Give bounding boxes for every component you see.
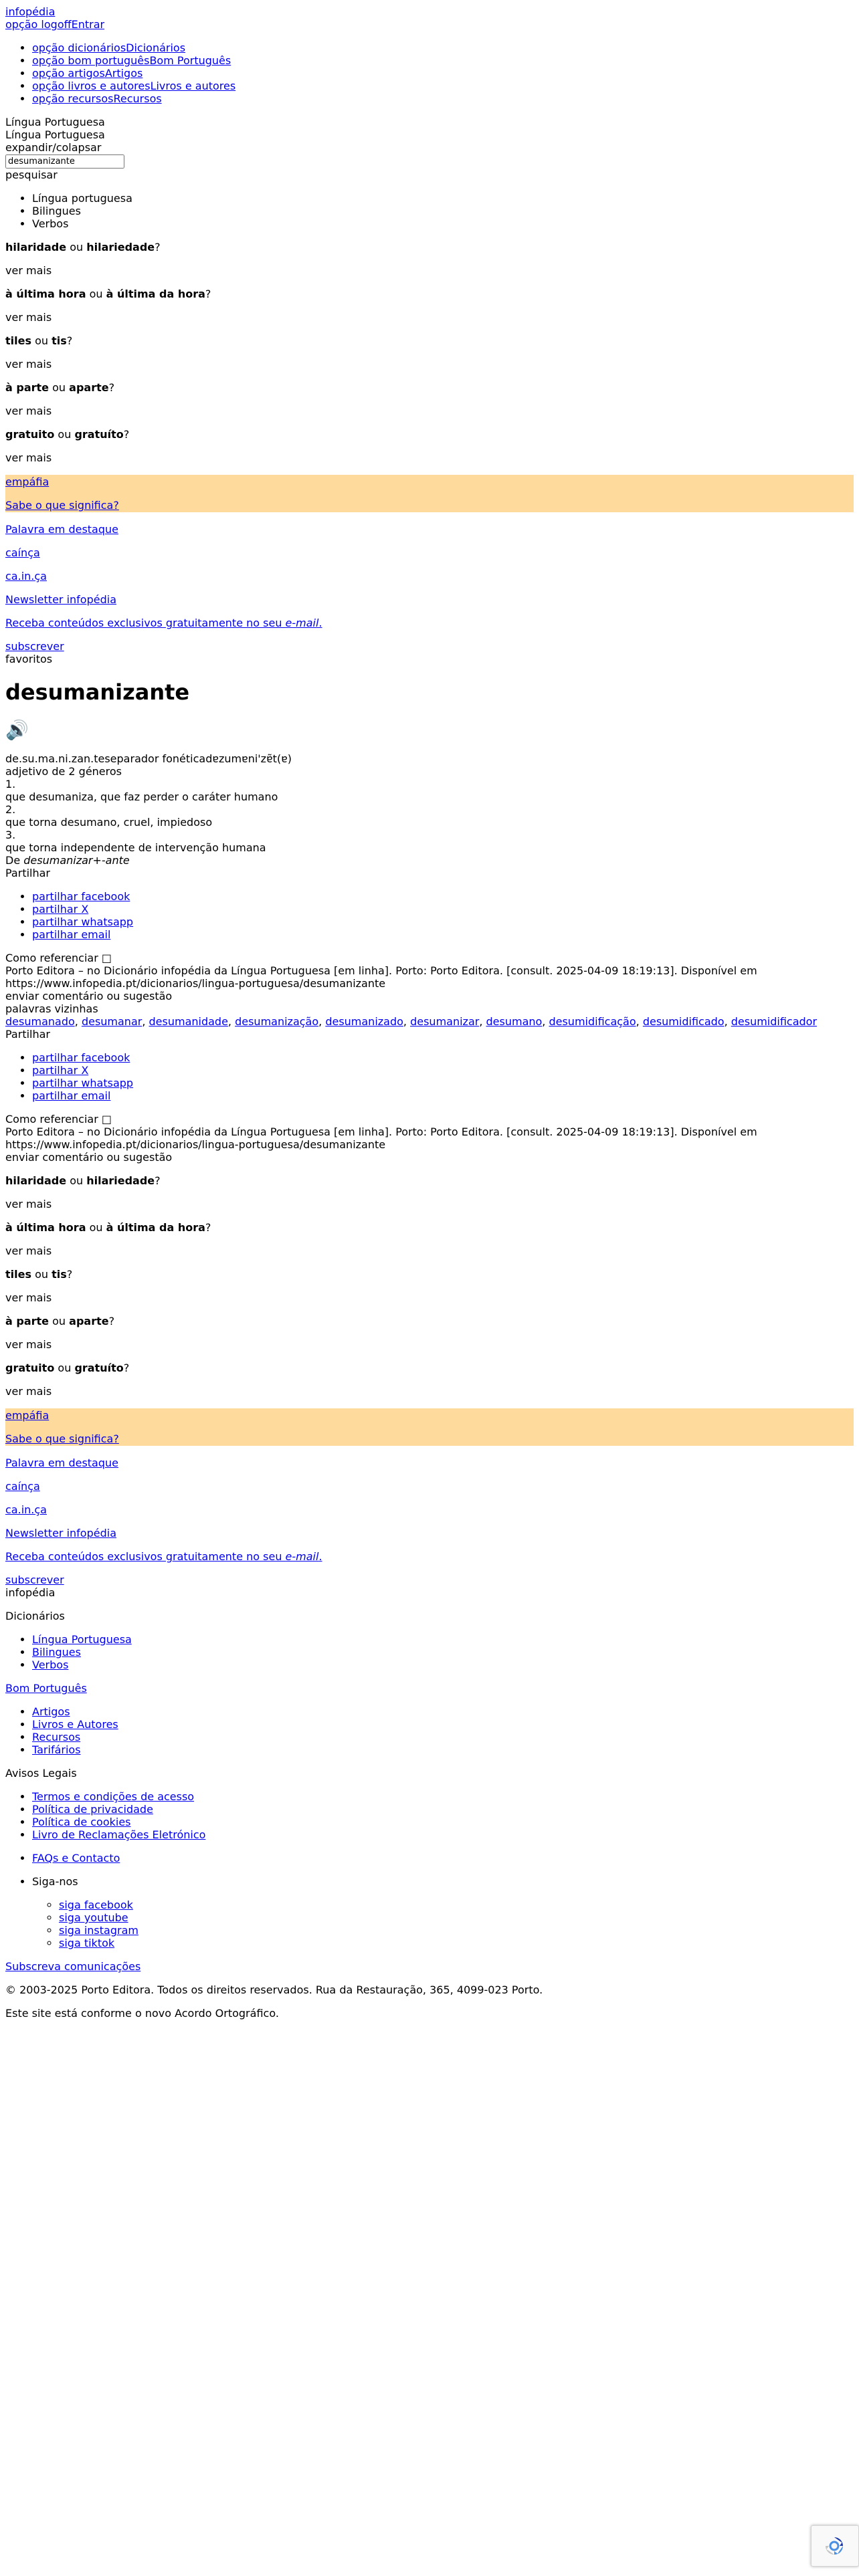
etymology: De desumanizar+-ante xyxy=(5,854,130,867)
see-more-link[interactable]: ver mais xyxy=(5,1385,52,1398)
cite-label[interactable]: Como referenciar □ xyxy=(5,952,112,964)
cite-label[interactable]: Como referenciar □ xyxy=(5,1113,112,1125)
nav-link-recursos[interactable] xyxy=(32,92,162,105)
doubt-question: hilaridade ou hilariedade? xyxy=(5,241,161,253)
see-more-link[interactable]: ver mais xyxy=(5,451,52,464)
footer-link[interactable]: Língua Portuguesa xyxy=(32,1633,132,1646)
copyright: © 2003-2025 Porto Editora. Todos os direitos reservados. Rua da Restauração, 365, 4099-023 Porto. xyxy=(5,1983,543,1996)
nav-item-artigos xyxy=(32,67,854,80)
footer-link[interactable]: Livros e Autores xyxy=(32,1718,118,1731)
footer-link[interactable]: Verbos xyxy=(32,1658,69,1671)
nav-item-livros xyxy=(32,80,854,92)
newsletter-title[interactable]: Newsletter infopédia xyxy=(5,1527,116,1539)
recaptcha-icon xyxy=(824,2535,845,2557)
share-item xyxy=(32,916,854,928)
nav-label: Bom Português xyxy=(149,54,231,67)
footer-item xyxy=(32,1718,854,1731)
instagram-icon[interactable]: siga instagram xyxy=(59,1924,138,1937)
syllabification: de.su.ma.ni.zan.te xyxy=(5,752,105,765)
nav-item-bom-portugues xyxy=(32,54,854,67)
phonetic-transcription: dɐzumɐni'zɐ̃t(ɐ) xyxy=(205,752,292,765)
nav-link-bom-portugues[interactable] xyxy=(32,54,231,67)
featured-word2-link[interactable]: caínça xyxy=(5,546,40,559)
see-more-link[interactable]: ver mais xyxy=(5,1245,52,1257)
share-item xyxy=(32,890,854,903)
neighbor-word[interactable]: desumanado xyxy=(5,1015,75,1028)
nav-link-livros[interactable] xyxy=(32,80,235,92)
footer-item xyxy=(32,1852,854,1864)
footer-more-links xyxy=(5,1705,854,1756)
logoff-icon: opção logoff xyxy=(5,18,72,31)
email-share-icon[interactable]: partilhar email xyxy=(32,928,111,941)
expand-collapse-icon[interactable]: expandir/colapsar xyxy=(5,141,102,154)
doubt-question: gratuito ou gratuíto? xyxy=(5,428,130,441)
share-item xyxy=(32,928,854,941)
search-icon[interactable]: pesquisar xyxy=(5,169,58,181)
neighbor-word[interactable]: desumanar xyxy=(81,1015,142,1028)
neighbor-word[interactable]: desumanidade xyxy=(149,1015,228,1028)
x-share-icon[interactable]: partilhar X xyxy=(32,903,89,916)
doubt-question: à última hora ou à última da hora? xyxy=(5,1221,211,1234)
selected-dictionary[interactable]: Língua Portuguesa xyxy=(5,116,105,128)
footer-legal-links xyxy=(5,1790,854,1841)
nav-label: Livros e autores xyxy=(150,80,236,92)
facebook-share-icon[interactable]: partilhar facebook xyxy=(32,890,130,903)
neighbors-label: palavras vizinhas xyxy=(5,1002,98,1015)
footer-link[interactable]: Bilingues xyxy=(32,1646,81,1658)
logo-link[interactable] xyxy=(5,5,854,18)
featured-section-link[interactable]: Palavra em destaque xyxy=(5,523,118,536)
doubt-question: à parte ou aparte? xyxy=(5,381,115,394)
social-item xyxy=(59,1937,854,1949)
copy-icon[interactable]: □ xyxy=(101,952,112,964)
social-item xyxy=(59,1899,854,1911)
featured-section-link[interactable]: Palavra em destaque xyxy=(5,1457,118,1469)
grammatical-category: adjetivo de 2 géneros xyxy=(5,765,122,778)
footer-dictionaries xyxy=(5,1633,854,1671)
neighbor-word[interactable]: desumidificado xyxy=(642,1015,725,1028)
subscribe-communications-link[interactable]: Subscreva comunicações xyxy=(5,1960,141,1973)
nav-item-dicionarios xyxy=(32,41,854,54)
sense-text: que torna desumano, cruel, impiedoso xyxy=(5,816,213,829)
doubt-question: tiles ou tis? xyxy=(5,334,73,347)
social-item xyxy=(59,1911,854,1924)
entry-headword: desumanizante xyxy=(5,679,190,705)
share-item xyxy=(32,1051,854,1064)
youtube-icon[interactable]: siga youtube xyxy=(59,1911,128,1924)
sense-number: 2. xyxy=(5,803,16,816)
nav-link-dicionarios[interactable] xyxy=(32,41,185,54)
see-more-link[interactable]: ver mais xyxy=(5,1198,52,1210)
see-more-link[interactable]: ver mais xyxy=(5,405,52,417)
email-share-icon[interactable]: partilhar email xyxy=(32,1089,111,1102)
footer-item xyxy=(32,1646,854,1658)
selected-dictionary-label: Língua Portuguesa xyxy=(5,128,105,141)
sense-text: que torna independente de intervenção humana xyxy=(5,841,266,854)
featured-word-link[interactable]: empáfia xyxy=(5,475,50,488)
footer-link[interactable]: Artigos xyxy=(32,1705,70,1718)
subscribe-button[interactable]: subscrever xyxy=(5,1574,64,1586)
phonetic-separator-icon: separador fonética xyxy=(104,752,206,765)
doubts-list xyxy=(5,1174,854,1398)
sense-number: 1. xyxy=(5,778,16,790)
doubt-question: gratuito ou gratuíto? xyxy=(5,1362,130,1374)
footer-link[interactable]: Recursos xyxy=(32,1731,81,1743)
facebook-share-icon[interactable]: partilhar facebook xyxy=(32,1051,130,1064)
nav-link-artigos[interactable] xyxy=(32,67,142,80)
neighbor-word[interactable]: desumanizado xyxy=(325,1015,403,1028)
whatsapp-share-icon[interactable]: partilhar whatsapp xyxy=(32,916,134,928)
doubt-question: à última hora ou à última da hora? xyxy=(5,288,211,300)
sense-list xyxy=(5,778,854,854)
neighbor-word[interactable]: desumidificação xyxy=(549,1015,636,1028)
footer-item xyxy=(32,1633,854,1646)
featured-syllables-link[interactable]: ca.in.ça xyxy=(5,570,47,582)
doubt-question: tiles ou tis? xyxy=(5,1268,73,1281)
nav-label: Recursos xyxy=(113,92,162,105)
recaptcha-badge[interactable] xyxy=(811,2525,859,2567)
faq-link[interactable]: FAQs e Contacto xyxy=(32,1852,120,1864)
footer-dictionaries-title: Dicionários xyxy=(5,1610,65,1622)
footer-contact xyxy=(5,1852,854,1864)
share-list xyxy=(5,1051,854,1102)
footer-item xyxy=(32,1790,854,1803)
feedback-link[interactable]: enviar comentário ou sugestão xyxy=(5,990,173,1002)
search-input[interactable] xyxy=(5,154,124,169)
orthographic-agreement: Este site está conforme o novo Acordo Ortográfico. xyxy=(5,2007,279,2020)
speaker-icon[interactable]: 🔊 xyxy=(5,719,29,741)
articles-icon: opção artigos xyxy=(32,67,105,80)
bom-portugues-icon: opção bom português xyxy=(32,54,150,67)
dictionary-option[interactable]: • Verbos xyxy=(32,217,854,230)
login-link[interactable] xyxy=(5,18,854,31)
dictionary-option[interactable]: • Língua portuguesa xyxy=(32,192,854,205)
sense-number: 3. xyxy=(5,829,16,841)
doubt-question: hilaridade ou hilariedade? xyxy=(5,1174,161,1187)
login-label: Entrar xyxy=(71,18,105,31)
share-item xyxy=(32,903,854,916)
see-more-link[interactable]: ver mais xyxy=(5,1338,52,1351)
share-label: Partilhar xyxy=(5,1028,50,1041)
featured-word-box xyxy=(5,475,854,512)
dictionary-selector[interactable] xyxy=(5,116,854,154)
featured-word2-link[interactable]: caínça xyxy=(5,1480,40,1493)
dictionary-option[interactable]: • Bilingues xyxy=(32,205,854,217)
footer-item xyxy=(32,1731,854,1743)
footer-item xyxy=(32,1816,854,1828)
footer-link[interactable]: Livro de Reclamações Eletrónico xyxy=(32,1828,206,1841)
main-nav xyxy=(5,41,854,105)
footer-bom-portugues-link[interactable]: Bom Português xyxy=(5,1682,87,1695)
footer-social xyxy=(5,1875,854,1949)
share-item xyxy=(32,1077,854,1089)
neighbors-list: desumanado, desumanar, desumanidade, desumanização, desumanizado, desumanizar, desumano, desumidificação, desumidificado, desumidificador xyxy=(5,1015,818,1028)
doubts-list xyxy=(5,241,854,464)
tiktok-icon[interactable]: siga tiktok xyxy=(59,1937,115,1949)
nav-label: Dicionários xyxy=(126,41,186,54)
dictionary-options xyxy=(5,192,854,230)
featured-word-box xyxy=(5,1408,854,1446)
featured-syllables-link[interactable]: ca.in.ça xyxy=(5,1503,47,1516)
footer-link[interactable]: Política de cookies xyxy=(32,1816,131,1828)
whatsapp-share-icon[interactable]: partilhar whatsapp xyxy=(32,1077,134,1089)
footer-link[interactable]: Política de privacidade xyxy=(32,1803,153,1816)
citation-text: Porto Editora – no Dicionário infopédia da Língua Portuguesa [em linha]. Porto: Porto Editora. [consult. 2025-04-09 18:19:13]. Disponível em https://www.infopedia.pt/dicionarios/lingua-portuguesa/desumanizante xyxy=(5,964,757,990)
footer-item xyxy=(32,1705,854,1718)
featured-question-link[interactable]: Sabe o que significa? xyxy=(5,499,119,512)
pronunciation xyxy=(5,752,854,765)
neighbor-word[interactable]: desumano xyxy=(486,1015,543,1028)
doubt-question: à parte ou aparte? xyxy=(5,1315,115,1327)
featured-word-link[interactable]: empáfia xyxy=(5,1409,50,1422)
subscribe-button[interactable]: subscrever xyxy=(5,640,64,653)
books-icon: opção livros e autores xyxy=(32,80,151,92)
neighbor-word[interactable]: desumanizar xyxy=(410,1015,480,1028)
see-more-link[interactable]: ver mais xyxy=(5,311,52,324)
footer-item xyxy=(32,1828,854,1841)
x-share-icon[interactable]: partilhar X xyxy=(32,1064,89,1077)
share-item xyxy=(32,1089,854,1102)
dictionaries-icon: opção dicionários xyxy=(32,41,126,54)
see-more-link[interactable]: ver mais xyxy=(5,264,52,277)
share-list xyxy=(5,890,854,941)
facebook-icon[interactable]: siga facebook xyxy=(59,1899,133,1911)
newsletter-text[interactable]: Receba conteúdos exclusivos gratuitamente no seu e-mail. xyxy=(5,1550,322,1563)
featured-question-link[interactable]: Sabe o que significa? xyxy=(5,1432,119,1445)
citation-text: Porto Editora – no Dicionário infopédia da Língua Portuguesa [em linha]. Porto: Porto Editora. [consult. 2025-04-09 18:19:13]. Disponível em https://www.infopedia.pt/dicionarios/lingua-portuguesa/desumanizante xyxy=(5,1125,757,1151)
neighbor-word[interactable]: desumanização xyxy=(235,1015,319,1028)
newsletter-title[interactable]: Newsletter infopédia xyxy=(5,593,116,606)
sense-text: que desumaniza, que faz perder o caráter humano xyxy=(5,790,278,803)
favorites-icon[interactable]: favoritos xyxy=(5,653,53,665)
infopedia-logo: infopédia xyxy=(5,5,56,18)
newsletter-text[interactable]: Receba conteúdos exclusivos gratuitamente no seu e-mail. xyxy=(5,617,322,629)
footer-item xyxy=(32,1803,854,1816)
social-item xyxy=(59,1924,854,1937)
nav-label: Artigos xyxy=(104,67,143,80)
see-more-link[interactable]: ver mais xyxy=(5,1291,52,1304)
resources-icon: opção recursos xyxy=(32,92,114,105)
copy-icon[interactable]: □ xyxy=(101,1113,112,1125)
footer-link[interactable]: Tarifários xyxy=(32,1743,81,1756)
footer-legal-title: Avisos Legais xyxy=(5,1767,77,1780)
nav-item-recursos xyxy=(32,92,854,105)
share-label: Partilhar xyxy=(5,867,50,879)
footer-link[interactable]: Termos e condições de acesso xyxy=(32,1790,195,1803)
see-more-link[interactable]: ver mais xyxy=(5,358,52,370)
footer-item xyxy=(32,1658,854,1671)
follow-label: • Siga-nos ◦ siga facebook ◦ siga youtube ◦ siga instagram ◦ siga tiktok xyxy=(32,1875,854,1949)
footer-item xyxy=(32,1743,854,1756)
footer-logo: infopédia xyxy=(5,1586,56,1599)
neighbor-word[interactable]: desumidificador xyxy=(731,1015,818,1028)
feedback-link[interactable]: enviar comentário ou sugestão xyxy=(5,1151,173,1164)
share-item xyxy=(32,1064,854,1077)
